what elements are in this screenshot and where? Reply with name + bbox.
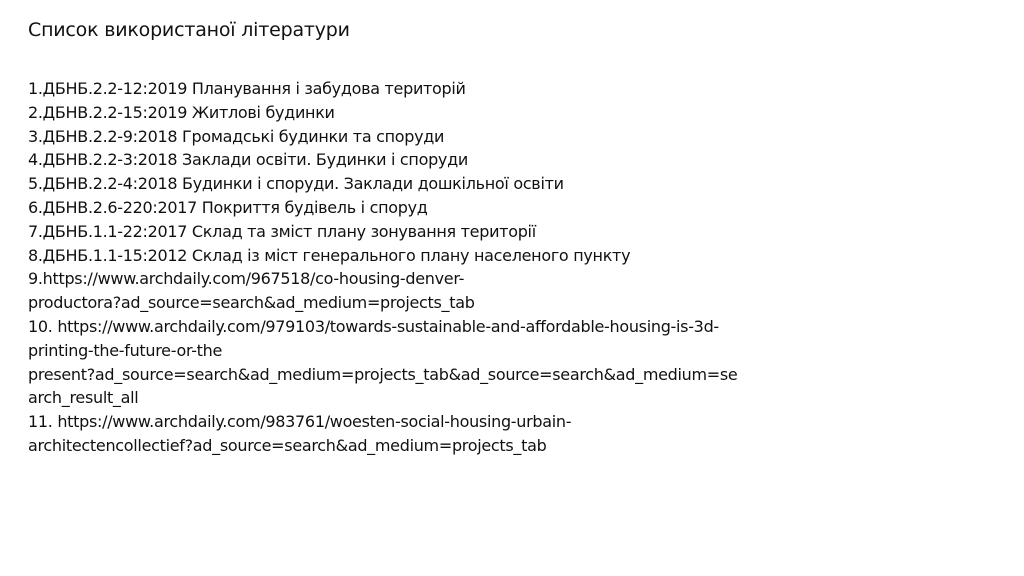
reference-link-line: arch_result_all [28,388,139,408]
reference-link-line: printing-the-future-or-the [28,340,223,360]
reference-line: 3.ДБНВ.2.2-9:2018 Громадські будинки та споруди [28,126,445,146]
reference-line: 4.ДБНВ.2.2-3:2018 Заклади освіти. Будинки і споруди [28,150,468,170]
reference-list [28,77,908,458]
reference-line: 5.ДБНВ.2.2-4:2018 Будинки і споруди. Заклади дошкільної освіти [28,174,564,194]
reference-link-line: present?ad_source=search&ad_medium=projects_tab&ad_source=search&ad_medium=se [28,364,738,384]
reference-line: 2.ДБНВ.2.2-15:2019 Житлові будинки [28,102,335,122]
reference-link-line: productora?ad_source=search&ad_medium=projects_tab [28,293,475,313]
page-title: Список використаної літератури [28,19,350,41]
reference-link-line: 10. https://www.archdaily.com/979103/towards-sustainable-and-affordable-housing-is-3d- [28,316,719,336]
reference-link-line: architectencollectief?ad_source=search&ad_medium=projects_tab [28,435,547,455]
reference-line: 7.ДБНБ.1.1-22:2017 Склад та зміст плану зонування території [28,221,536,241]
reference-line: 8.ДБНБ.1.1-15:2012 Склад із міст генерального плану населеного пункту [28,245,631,265]
reference-line: 1.ДБНБ.2.2-12:2019 Планування і забудова територій [28,79,466,98]
reference-link-line: 9.https://www.archdaily.com/967518/co-housing-denver- [28,269,465,289]
reference-link-line: 11. https://www.archdaily.com/983761/woesten-social-housing-urbain- [28,412,572,432]
reference-line: 6.ДБНВ.2.6-220:2017 Покриття будівель і споруд [28,197,428,217]
